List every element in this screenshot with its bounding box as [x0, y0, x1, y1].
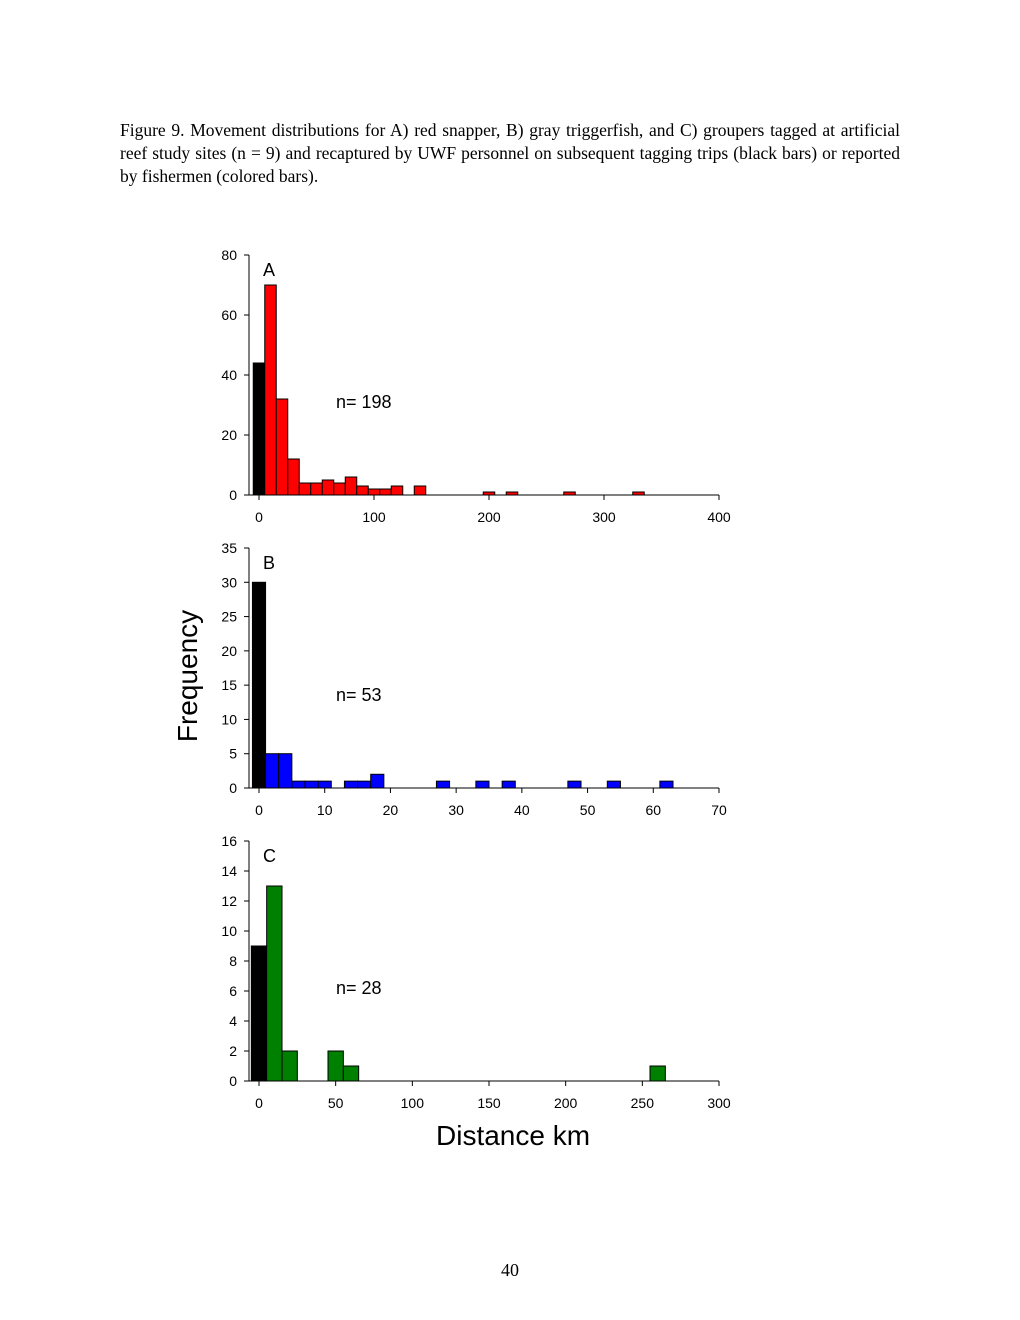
bar-reported-fishermen	[288, 459, 300, 495]
y-tick-label: 40	[221, 367, 237, 383]
x-tick-label: 50	[579, 802, 596, 818]
x-tick-label: 50	[327, 1095, 344, 1111]
bar-reported-fishermen	[357, 486, 369, 495]
bar-reported-fishermen	[328, 1051, 343, 1081]
bar-recaptured-uwf	[253, 363, 265, 495]
bar-reported-fishermen	[318, 781, 331, 788]
y-tick-label: 0	[229, 487, 237, 503]
bar-reported-fishermen	[276, 399, 288, 495]
bar-reported-fishermen	[266, 754, 279, 788]
page-number: 40	[501, 1260, 519, 1280]
x-tick-label: 100	[362, 509, 386, 525]
y-tick-label: 14	[221, 863, 237, 879]
panel-letter: A	[263, 260, 276, 280]
bar-reported-fishermen	[267, 886, 282, 1081]
y-tick-label: 60	[221, 307, 237, 323]
x-tick-label: 40	[514, 802, 530, 818]
y-tick-label: 10	[221, 923, 237, 939]
bar-reported-fishermen	[299, 483, 311, 495]
y-tick-label: 8	[229, 953, 237, 969]
bar-reported-fishermen	[380, 489, 392, 495]
bar-reported-fishermen	[368, 489, 380, 495]
x-tick-label: 200	[477, 509, 501, 525]
x-tick-label: 200	[553, 1095, 578, 1111]
bar-recaptured-uwf	[252, 582, 265, 788]
y-tick-label: 30	[221, 574, 237, 591]
chart-panel-a	[190, 248, 750, 530]
x-tick-label: 20	[382, 802, 399, 818]
bar-reported-fishermen	[265, 285, 277, 495]
x-tick-label: 150	[477, 1095, 501, 1111]
y-tick-label: 0	[229, 1073, 237, 1089]
y-tick-label: 15	[221, 677, 237, 694]
sample-size-label: n= 28	[336, 978, 382, 998]
x-tick-label: 0	[255, 1095, 263, 1111]
bar-reported-fishermen	[414, 486, 426, 495]
y-tick-label: 5	[229, 745, 237, 762]
x-tick-label: 250	[630, 1095, 655, 1111]
x-tick-label: 300	[707, 1095, 731, 1111]
bar-reported-fishermen	[322, 480, 334, 495]
x-tick-label: 30	[448, 802, 464, 818]
x-tick-label: 100	[400, 1095, 425, 1111]
y-axis-title: Frequency	[172, 609, 203, 743]
bar-reported-fishermen	[502, 781, 515, 788]
bar-reported-fishermen	[568, 781, 581, 788]
x-tick-label: 400	[707, 509, 731, 525]
sample-size-label: n= 53	[336, 685, 382, 705]
chart-panel-c	[190, 834, 750, 1116]
chart-c-svg	[190, 834, 750, 1116]
bar-reported-fishermen	[344, 781, 357, 788]
y-tick-label: 80	[221, 247, 237, 263]
bar-reported-fishermen	[476, 781, 489, 788]
figure-caption: Figure 9. Movement distributions for A) red snapper, B) gray triggerfish, and C) groupers tagged at artificial reef study sites (n = 9) and recaptured by UWF personnel on subsequent tagging trips (black bars) or reported by fishermen (colored bars).	[120, 120, 900, 186]
x-tick-label: 10	[316, 802, 333, 818]
y-tick-label: 35	[221, 540, 237, 556]
bar-reported-fishermen	[311, 483, 323, 495]
panel-letter: B	[263, 553, 276, 573]
y-tick-label: 0	[229, 780, 237, 796]
chart-panel-b	[190, 541, 750, 823]
chart-b-svg	[190, 541, 750, 823]
y-tick-label: 2	[229, 1043, 237, 1059]
bar-recaptured-uwf	[251, 946, 266, 1081]
bar-reported-fishermen	[279, 754, 292, 788]
y-tick-label: 25	[221, 608, 237, 625]
panel-letter: C	[263, 846, 276, 866]
x-tick-label: 300	[592, 509, 616, 525]
y-tick-label: 20	[221, 642, 237, 659]
bar-reported-fishermen	[607, 781, 620, 788]
chart-a-svg	[190, 248, 750, 530]
y-tick-label: 20	[221, 427, 237, 443]
bar-reported-fishermen	[371, 774, 384, 788]
y-tick-label: 6	[229, 983, 237, 999]
bar-reported-fishermen	[334, 483, 346, 495]
bar-reported-fishermen	[436, 781, 449, 788]
sample-size-label: n= 198	[336, 392, 392, 412]
bar-reported-fishermen	[343, 1066, 358, 1081]
x-tick-label: 70	[711, 802, 727, 818]
x-tick-label: 0	[255, 802, 263, 818]
y-tick-label: 10	[221, 711, 237, 728]
bar-reported-fishermen	[358, 781, 371, 788]
x-tick-label: 60	[645, 802, 662, 818]
x-axis-title: Distance km	[436, 1120, 591, 1151]
x-tick-label: 0	[255, 509, 263, 525]
y-tick-label: 4	[229, 1013, 237, 1029]
bar-reported-fishermen	[391, 486, 403, 495]
y-tick-label: 12	[221, 893, 237, 909]
bar-reported-fishermen	[660, 781, 673, 788]
bar-reported-fishermen	[305, 781, 318, 788]
bar-reported-fishermen	[650, 1066, 665, 1081]
bar-reported-fishermen	[345, 477, 357, 495]
bar-reported-fishermen	[282, 1051, 297, 1081]
y-tick-label: 16	[221, 833, 237, 849]
bar-reported-fishermen	[292, 781, 305, 788]
